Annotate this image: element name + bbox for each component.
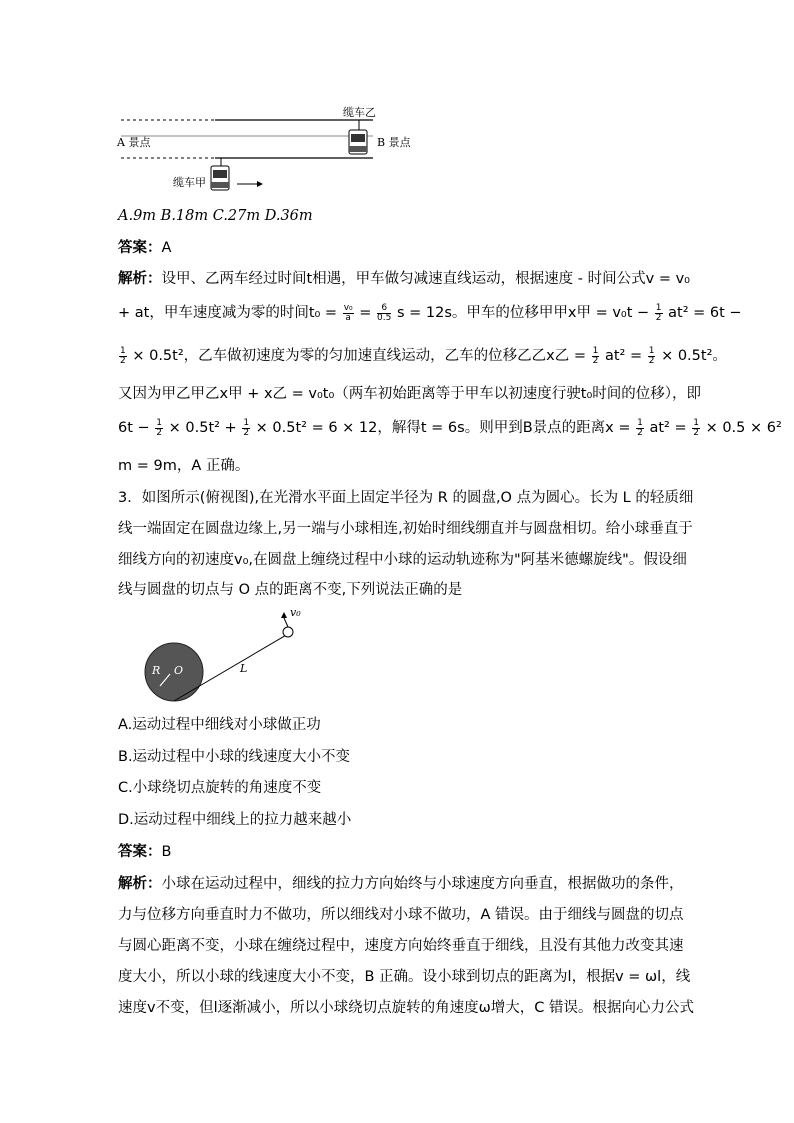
q2-analysis-line-1 [118, 269, 690, 289]
q2-analysis-line-4: 又因为甲乙甲乙x甲 + x乙 = v₀t₀（两车初始距离等于甲车以初速度行驶t₀时间的位移），即 [118, 386, 702, 402]
q2-analysis-label: 解析： [118, 271, 162, 287]
frac-num: 1 [120, 345, 126, 356]
q3-analysis-line-3: 与圆心距离不变，小球在缠绕过程中，速度方向始终垂直于细线，且没有其他力改变其速 [118, 938, 684, 954]
q3-option-a: A.运动过程中细线对小球做正功 [118, 717, 321, 733]
frac-den: a [345, 312, 351, 323]
q2-l2c: s = 12s。甲车的位移甲甲x甲 = v₀t − [396, 305, 650, 321]
q3-answer [118, 842, 171, 862]
frac-den: 0.5 [377, 312, 392, 323]
fraction [648, 347, 656, 366]
label-car-yi: 缆车乙 [343, 106, 376, 119]
fraction [636, 419, 644, 438]
frac-den: 2 [637, 427, 643, 438]
label-a-spot: A 景点 [117, 136, 151, 149]
q3-stem-line-1: 3．如图所示(俯视图),在光滑水平面上固定半径为 R 的圆盘,O 点为圆心。长为 L 的轻质细 [118, 490, 694, 506]
q3-answer-label: 答案： [118, 844, 162, 860]
q3-stem-line-4: 线与圆盘的切点与 O 点的距离不变,下列说法正确的是 [118, 582, 463, 598]
fraction [242, 419, 250, 438]
frac-den: 2 [648, 355, 655, 366]
q2-answer-label: 答案： [118, 240, 162, 256]
q2-options: A.9m B.18m C.27m D.36m [118, 208, 313, 224]
q2-analysis-line-6: m = 9m，A 正确。 [118, 458, 250, 474]
frac-num: 1 [648, 345, 655, 356]
q3-analysis-line-1 [118, 874, 684, 894]
label-b-spot: B 景点 [377, 136, 411, 149]
frac-den: 2 [693, 427, 699, 438]
frac-num: 1 [655, 302, 662, 313]
fraction [592, 347, 600, 366]
q2-l3b: at² = [604, 348, 643, 364]
frac-num: 1 [592, 345, 599, 356]
cable-car-diagram [115, 100, 415, 195]
q2-l5b: × 0.5t² + [168, 420, 237, 436]
q2-l5c: × 0.5t² = 6 × 12，解得t = 6s。则甲到B景点的距离x = [255, 420, 631, 436]
q2-answer [118, 238, 171, 258]
q3-answer-value: B [161, 844, 172, 860]
q2-analysis-line-5 [118, 418, 782, 438]
q2-answer-value: A [161, 240, 172, 256]
frac-den: 2 [243, 427, 250, 438]
frac-num: 6 [377, 304, 391, 314]
q2-l3a: × 0.5t²，乙车做初速度为零的匀加速直线运动，乙车的位移乙乙x乙 = [132, 348, 586, 364]
cable-car-yi-icon [349, 120, 367, 154]
label-r: R [152, 664, 161, 677]
q2-analysis-line-2 [118, 303, 742, 323]
q3-stem-line-3: 细线方向的初速度v₀,在圆盘上缠绕过程中小球的运动轨迹称为"阿基米德螺旋线"。假设细 [118, 552, 687, 568]
q3-option-d: D.运动过程中细线上的拉力越来越小 [118, 812, 352, 828]
frac-den: 2 [156, 427, 163, 438]
q3-stem-line-2: 线一端固定在圆盘边缘上,另一端与小球相连,初始时细线绷直并与圆盘相切。给小球垂直于 [118, 521, 693, 537]
frac-den: 2 [120, 355, 126, 366]
frac-num: 1 [243, 417, 250, 428]
q2-analysis-text-1: 设甲、乙两车经过时间t相遇，甲车做匀减速直线运动，根据速度 - 时间公式v = v₀ [161, 271, 690, 287]
label-l: L [240, 662, 248, 675]
frac-num: 1 [693, 417, 699, 428]
q2-l2b: = [359, 305, 372, 321]
q2-l5a: 6t − [118, 420, 150, 436]
q3-option-c: C.小球绕切点旋转的角速度不变 [118, 780, 322, 796]
frac-den: 2 [655, 312, 662, 323]
label-v0: v₀ [290, 606, 301, 619]
q3-option-b: B.运动过程中小球的线速度大小不变 [118, 749, 351, 765]
q2-l5e: × 0.5 × 6² [705, 420, 782, 436]
q3-analysis-line-4: 度大小，所以小球的线速度大小不变，B 正确。设小球到切点的距离为l，根据v = ωl，线 [118, 969, 691, 985]
arrow-right-icon [237, 181, 263, 187]
q2-analysis-line-3 [118, 346, 727, 366]
frac-den: 2 [592, 355, 599, 366]
frac-num: 1 [637, 417, 643, 428]
q2-l3c: × 0.5t²。 [661, 348, 727, 364]
frac-num: 1 [156, 417, 163, 428]
q3-analysis-line-2: 力与位移方向垂直时力不做功，所以细线对小球不做功，A 错误。由于细线与圆盘的切点 [118, 907, 684, 923]
spiral-diagram-svg [140, 606, 320, 706]
label-o: O [174, 664, 184, 677]
cable-car-jia-icon [211, 158, 229, 190]
fraction [655, 304, 663, 323]
fraction [343, 304, 354, 323]
fraction [692, 419, 700, 438]
q2-l5d: at² = [649, 420, 687, 436]
q2-l2d: at² = 6t − [668, 305, 742, 321]
q3-analysis-label: 解析： [118, 876, 162, 892]
q3-analysis-text-1: 小球在运动过程中，细线的拉力方向始终与小球速度方向垂直，根据做功的条件， [161, 876, 684, 892]
fraction [377, 304, 391, 323]
q3-analysis-line-5: 速度v不变，但l逐渐减小，所以小球绕切点旋转的角速度ω增大，C 错误。根据向心力公式 [118, 1000, 694, 1016]
spiral-diagram [140, 606, 320, 706]
fraction [119, 347, 127, 366]
label-car-jia: 缆车甲 [173, 176, 206, 189]
frac-num: v₀ [343, 302, 353, 313]
q2-l2a: + at，甲车速度减为零的时间t₀ = [118, 305, 338, 321]
fraction [155, 419, 163, 438]
